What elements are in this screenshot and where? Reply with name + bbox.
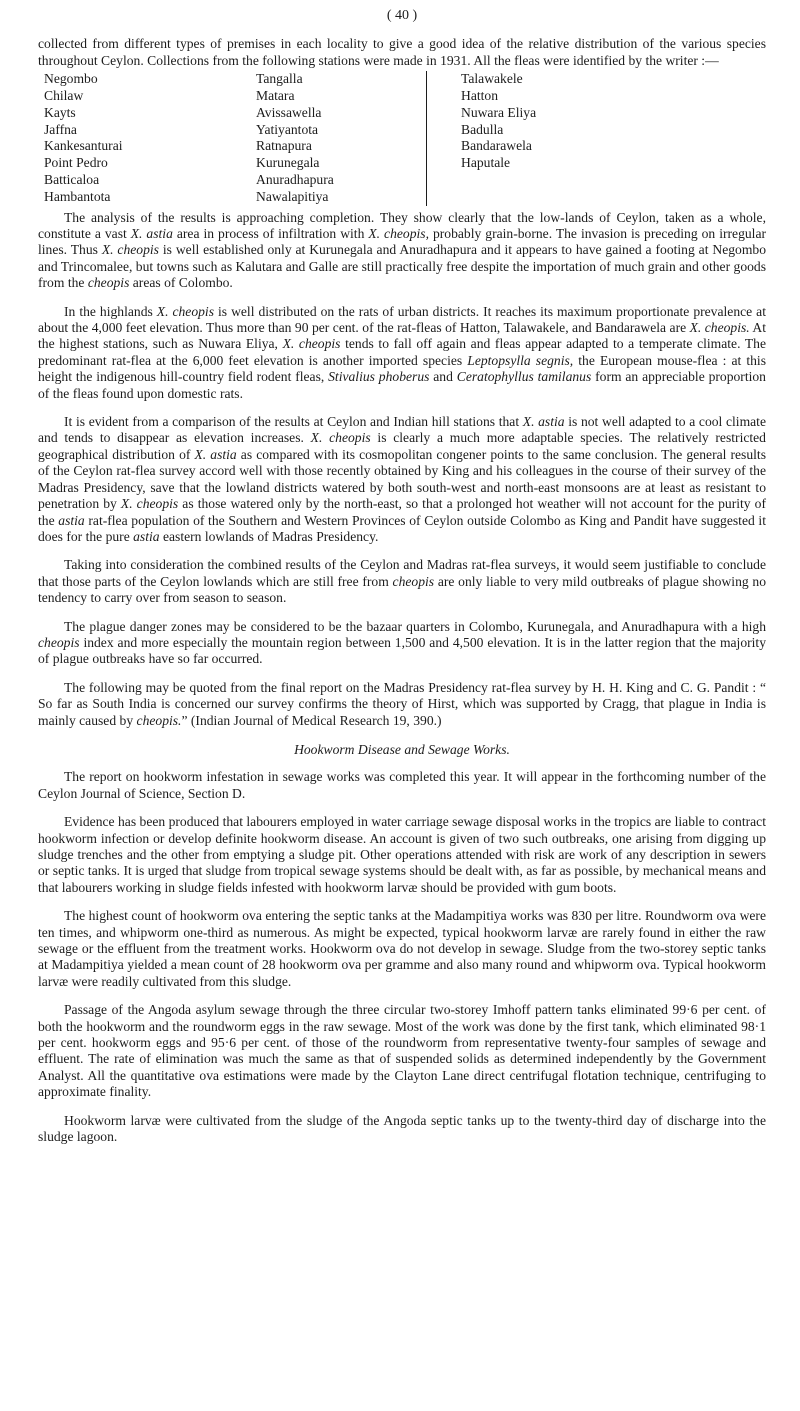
station-item: Batticaloa xyxy=(44,172,100,187)
intro-paragraph: collected from different types of premises in each locality to give a good idea of the relative distribution of the various species throughout Ceylon. Collections from the following stations were made in 1931. All the fleas were identified by the writer :— xyxy=(38,36,766,68)
highlands-paragraph: In the highlands X. cheopis is well distributed on the rats of urban districts. It reaches its maximum proportionate prevalence at about the 4,000 feet elevation. Thus more than 90 per cent. of the rat-fleas of Hatton, Talawakele, and Bandarawela are X. cheopis. At the highest stations, such as Nuwara Eliya, X. cheopis tends to fall off again and fleas appear adapted to a temperate climate. The predominant rat-flea at the 6,000 feet elevation is another imported species Leptopsylla segnis, the European mouse-flea : at this height the indigenous hill-country field rodent fleas, Stivalius phoberus and Ceratophyllus tamilanus form an appreciable proportion of the fleas found upon domestic rats. xyxy=(38,303,767,401)
section-heading: Hookworm Disease and Sewage Works. xyxy=(294,741,510,757)
station-item: Tangalla xyxy=(256,71,303,87)
evidence-paragraph: Evidence has been produced that labourers employed in water carriage sewage disposal works in the tropics are liable to contract hookworm infection or develop definite hookworm disease. An account is given of two such outbreaks, one arising from digging up sludge trenches and the other from emptying a sludge pit. Other operations attended with risk are work of any description in sewers or septic tanks. It is urged that sludge from tropical sewage systems should be dealt with, as far as possible, by mechanical means and that labourers working in sludge fields infested with hookworm larvæ should be provided with gum boots. xyxy=(38,814,766,895)
station-item: Talawakele xyxy=(461,71,523,87)
station-item: Nawalapitiya xyxy=(256,188,329,204)
station-item: Avissawella xyxy=(256,104,322,120)
station-item: Badulla xyxy=(461,121,504,137)
page-number: ( 40 ) xyxy=(386,8,418,23)
conclusion-paragraph: Taking into consideration the combined results of the Ceylon and Madras rat-flea surveys, it would seem justifiable to conclude that those parts of the Ceylon lowlands which are still free from cheopis are only liable to very mild outbreaks of plague showing no tendency to carry over from season to season. xyxy=(38,557,767,606)
station-item: Kayts xyxy=(44,104,76,120)
station-item: Yatiyantota xyxy=(256,121,319,137)
hookworm-report-paragraph: The report on hookworm infestation in sewage works was completed this year. It will appear in the forthcoming number of the Ceylon Journal of Science, Section D. xyxy=(38,769,766,801)
danger-zones-paragraph: The plague danger zones may be considered to be the bazaar quarters in Colombo, Kurunegala, and Anuradhapura with a high cheopis index and more especially the mountain region between 1,500 and 4,500 elevation. It is in the latter region that the majority of plague outbreaks have so far occurred. xyxy=(38,618,766,667)
station-item: Kurunegala xyxy=(256,155,320,171)
station-item: Haputale xyxy=(461,155,511,171)
station-item: Ratnapura xyxy=(256,138,312,154)
angoda-paragraph: Passage of the Angoda asylum sewage through the three circular two-storey Imhoff pattern tanks eliminated 99·6 per cent. of both the hookworm and the roundworm eggs in the raw sewage. Most of the work was done by the first tank, which eliminated 98·1 per cent. hookworm eggs and 95·6 per cent. of those of the roundworm from representative twenty-four samples of sewage and effluent. The rate of elimination was much the same as that of suspended solids as determined independently by the Government Analyst. All the quantitative ova estimations were made by the Clayton Lane direct centrifugal flotation technique, centrifuging to approximate finality. xyxy=(38,1002,766,1100)
station-item: Hambantota xyxy=(44,188,111,204)
station-item: Chilaw xyxy=(44,88,84,104)
station-item: Bandarawela xyxy=(461,138,532,154)
station-item: Kankesanturai xyxy=(44,138,123,154)
station-column-2 xyxy=(256,71,427,205)
document-page xyxy=(38,8,766,1146)
station-item: Matara xyxy=(256,88,295,104)
larvae-paragraph: Hookworm larvæ were cultivated from the sludge of the Angoda septic tanks up to the twenty-third day of discharge into the sludge lagoon. xyxy=(38,1112,766,1145)
station-item: Nuwara Eliya xyxy=(461,104,537,120)
station-column-3 xyxy=(461,71,691,205)
station-item: Point Pedro xyxy=(44,155,108,171)
comparison-paragraph: It is evident from a comparison of the results at Ceylon and Indian hill stations that X. astia is not well adapted to a cool climate and tends to disappear as elevation increases. X. cheopis is clearly a much more adaptable species. The relatively restricted geographical distribution of X. astia as compared with its cosmopolitan congener points to the same conclusion. The general results of the Ceylon rat-flea survey accord well with those recently obtained by King and his colleagues in the course of their survey of the Madras Presidency, save that the lowland districts watered by both south-west and north-east monsoons are at least as resistant to penetration by X. cheopis as those watered only by the north-east, so that a prolonged hot weather will not account for the purity of the astia rat-flea population of the Southern and Western Provinces of Ceylon outside Colombo as King and Pandit have suggested it does for the pure astia eastern lowlands of Madras Presidency. xyxy=(38,414,766,544)
station-list xyxy=(44,71,766,205)
station-item: Negombo xyxy=(44,71,98,87)
ova-count-paragraph: The highest count of hookworm ova entering the septic tanks at the Madampitiya works was 830 per litre. Roundworm ova were ten times, and whipworm one-third as numerous. As might be expected, typical hookworm larvæ are rarely found in either the raw sewage or the effluent from the treatment works. Hookworm ova do not develop in sewage. Sludge from the two-storey septic tanks at Madampitiya yielded a mean count of 28 hookworm ova per gramme and also many round and whipworm ova. Typical hookworm larvæ were readily cultivated from this sludge. xyxy=(38,908,766,989)
station-item: Hatton xyxy=(461,88,498,104)
station-item: Anuradhapura xyxy=(256,172,334,187)
station-column-1 xyxy=(44,71,256,205)
quotation-paragraph: The following may be quoted from the final report on the Madras Presidency rat-flea survey by H. H. King and C. G. Pandit : “ So far as South India is concerned our survey confirms the theory of Hirst, which was supported by Cragg, that plague in India is mainly caused by cheopis.” (Indian Journal of Medical Research 19, 390.) xyxy=(38,679,766,728)
station-item: Jaffna xyxy=(44,121,77,137)
analysis-paragraph: The analysis of the results is approaching completion. They show clearly that the low-lands of Ceylon, taken as a whole, constitute a vast X. astia area in process of infiltration with X. cheopis, probably grain-borne. The invasion is preceding on irregular lines. Thus X. cheopis is well established only at Kurunegala and Anuradhapura and it appears to have gained a footing at Negombo and Trincomalee, but towns such as Kalutara and Galle are still practically free despite the importation of much grain and other goods from the cheopis areas of Colombo. xyxy=(38,209,767,291)
